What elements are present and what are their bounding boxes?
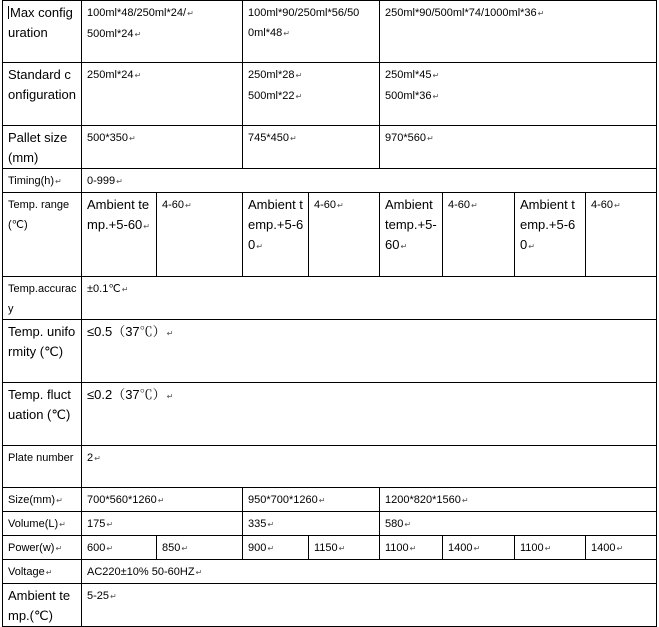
- temp-uniformity-value: ≤0.5（37℃） ↵: [82, 320, 657, 383]
- volume-value-1: 175 ↵: [82, 512, 243, 536]
- temp-range-ambient-2: Ambient temp.+5-60 ↵: [243, 193, 309, 277]
- power-label: Power(w) ↵: [3, 536, 82, 560]
- row-max-configuration: [3, 1, 657, 63]
- row-temp-accuracy: [3, 277, 657, 320]
- temp-accuracy-value: ±0.1℃ ↵: [82, 277, 657, 320]
- temp-fluctuation-value: ≤0.2（37℃） ↵: [82, 383, 657, 446]
- pallet-size-label: Pallet size(mm): [3, 126, 82, 169]
- row-temp-uniformity: [3, 320, 657, 383]
- size-value-3: 1200*820*1560 ↵: [380, 488, 657, 512]
- temp-range-value-3: 4-60 ↵: [443, 193, 515, 277]
- row-ambient-temp: [3, 584, 657, 627]
- temp-range-value-2: 4-60 ↵: [309, 193, 380, 277]
- volume-value-2: 335 ↵: [243, 512, 380, 536]
- temp-range-ambient-3: Ambient temp.+5-60 ↵: [380, 193, 443, 277]
- row-plate-number: [3, 446, 657, 488]
- row-standard-configuration: [3, 63, 657, 126]
- volume-label: Volume(L) ↵: [3, 512, 82, 536]
- standard-configuration-label: Standard configuration: [3, 63, 82, 126]
- standard-configuration-value-2: 250ml*28 ↵ 500ml*22 ↵: [243, 63, 380, 126]
- row-timing: [3, 169, 657, 193]
- pallet-size-value-1: 500*350 ↵: [82, 126, 243, 169]
- row-temp-fluctuation: [3, 383, 657, 446]
- size-label: Size(mm) ↵: [3, 488, 82, 512]
- power-value-6: 1400 ↵: [443, 536, 515, 560]
- temp-range-label: Temp. range(℃): [3, 193, 82, 277]
- max-configuration-value-1: 100ml*48/250ml*24/ ↵ 500ml*24 ↵: [82, 1, 243, 63]
- temp-range-value-1: 4-60 ↵: [157, 193, 243, 277]
- voltage-value: AC220±10% 50-60HZ ↵: [82, 560, 657, 584]
- standard-configuration-value-3: 250ml*45 ↵ 500ml*36 ↵: [380, 63, 657, 126]
- temp-uniformity-label: Temp. uniformity (℃): [3, 320, 82, 383]
- standard-configuration-value-1: 250ml*24 ↵: [82, 63, 243, 126]
- pallet-size-value-3: 970*560 ↵: [380, 126, 657, 169]
- row-volume: [3, 512, 657, 536]
- power-value-2: 850 ↵: [157, 536, 243, 560]
- power-value-4: 1150 ↵: [309, 536, 380, 560]
- pallet-size-value-2: 745*450 ↵: [243, 126, 380, 169]
- power-value-8: 1400 ↵: [586, 536, 657, 560]
- ambient-temp-label: Ambient temp.(℃): [3, 584, 82, 627]
- text-cursor: [8, 6, 9, 19]
- power-value-7: 1100 ↵: [515, 536, 586, 560]
- temp-accuracy-label: Temp.accuracy: [3, 277, 82, 320]
- temp-range-ambient-4: Ambient temp.+5-60 ↵: [515, 193, 586, 277]
- max-configuration-value-3: 250ml*90/500ml*74/1000ml*36 ↵: [380, 1, 657, 63]
- volume-value-3: 580 ↵: [380, 512, 657, 536]
- timing-label: Timing(h) ↵: [3, 169, 82, 193]
- power-value-3: 900 ↵: [243, 536, 309, 560]
- specification-table: [2, 0, 657, 627]
- voltage-label: Voltage ↵: [3, 560, 82, 584]
- timing-value: 0-999 ↵: [82, 169, 657, 193]
- row-size: [3, 488, 657, 512]
- row-voltage: [3, 560, 657, 584]
- power-value-1: 600 ↵: [82, 536, 157, 560]
- row-power: [3, 536, 657, 560]
- plate-number-label: Plate number: [3, 446, 82, 488]
- max-configuration-value-2: 100ml*90/250ml*56/50 0ml*48 ↵: [243, 1, 380, 63]
- max-configuration-label: Max configuration: [3, 1, 82, 63]
- ambient-temp-value: 5-25 ↵: [82, 584, 657, 627]
- row-temp-range: [3, 193, 657, 277]
- temp-range-value-4: 4-60 ↵: [586, 193, 657, 277]
- temp-range-ambient-1: Ambient temp.+5-60 ↵: [82, 193, 157, 277]
- size-value-2: 950*700*1260 ↵: [243, 488, 380, 512]
- temp-fluctuation-label: Temp. fluctuation (℃): [3, 383, 82, 446]
- power-value-5: 1100 ↵: [380, 536, 443, 560]
- row-pallet-size: [3, 126, 657, 169]
- plate-number-value: 2 ↵: [82, 446, 657, 488]
- size-value-1: 700*560*1260 ↵: [82, 488, 243, 512]
